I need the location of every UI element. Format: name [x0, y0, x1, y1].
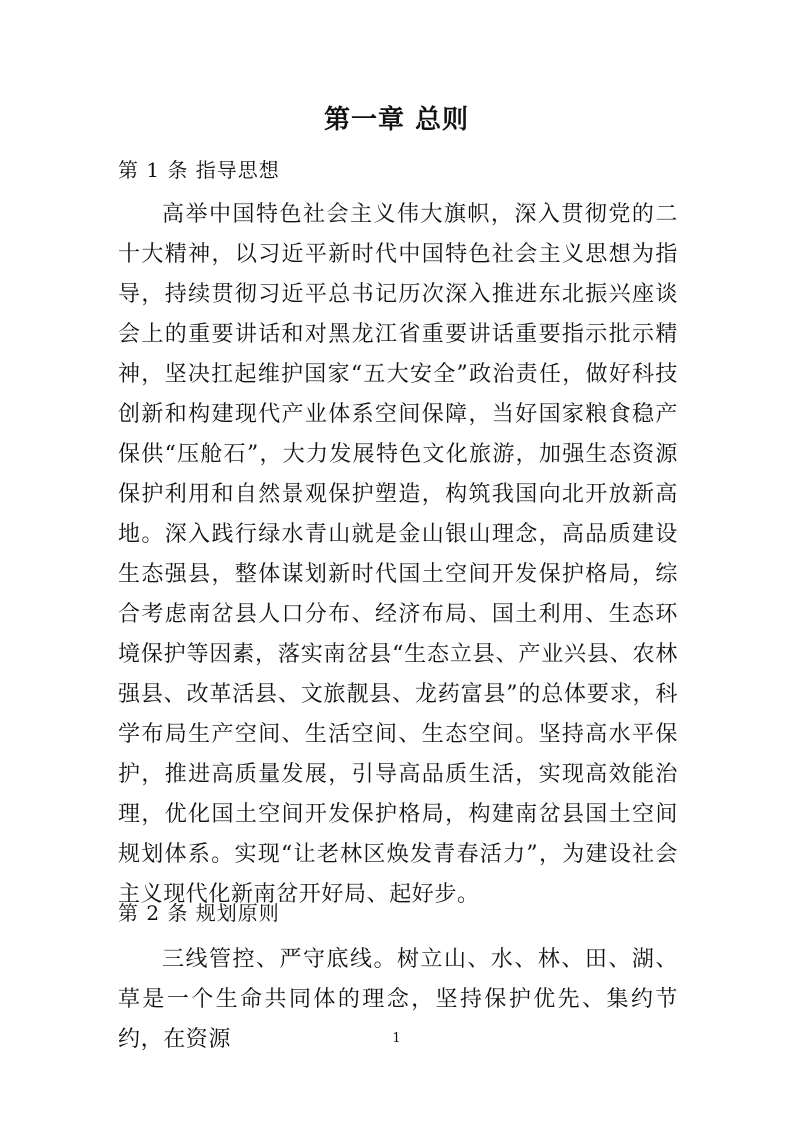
article-2-paragraph: 三线管控、严守底线。树立山、水、林、田、湖、草是一个生命共同体的理念，坚持保护优先、集约节约，在资源 [118, 947, 678, 1052]
article-1-heading: 第 1 条 指导思想 [118, 158, 280, 182]
article-1-paragraph: 高举中国特色社会主义伟大旗帜，深入贯彻党的二十大精神，以习近平新时代中国特色社会主义思想为指导，持续贯彻习近平总书记历次深入推进东北振兴座谈会上的重要讲话和对黑龙江省重要讲话重要指示批示精神，坚决扛起维护国家“五大安全”政治责任，做好科技创新和构建现代产业体系空间保障，当好国家粮食稳产保供“压舱石”，大力发展特色文化旅游，加强生态资源保护利用和自然景观保护塑造，构筑我国向北开放新高地。深入践行绿水青山就是金山银山理念，高品质建设生态强县，整体谋划新时代国土空间开发保护格局，综合考虑南岔县人口分布、经济布局、国土利用、生态环境保护等因素，落实南岔县“生态立县、产业兴县、农林强县、改革活县、文旅靓县、龙药富县”的总体要求，科学布局生产空间、生活空间、生态空间。坚持高水平保护，推进高质量发展，引导高品质生活，实现高效能治理，优化国土空间开发保护格局，构建南岔县国土空间规划体系。实现“让老林区焕发青春活力”，为建设社会主义现代化新南岔开好局、起好步。 [118, 202, 678, 907]
chapter-title: 第一章 总则 [323, 105, 470, 135]
article-2-heading: 第 2 条 规划原则 [118, 901, 280, 925]
page-number: 1 [392, 1031, 401, 1046]
